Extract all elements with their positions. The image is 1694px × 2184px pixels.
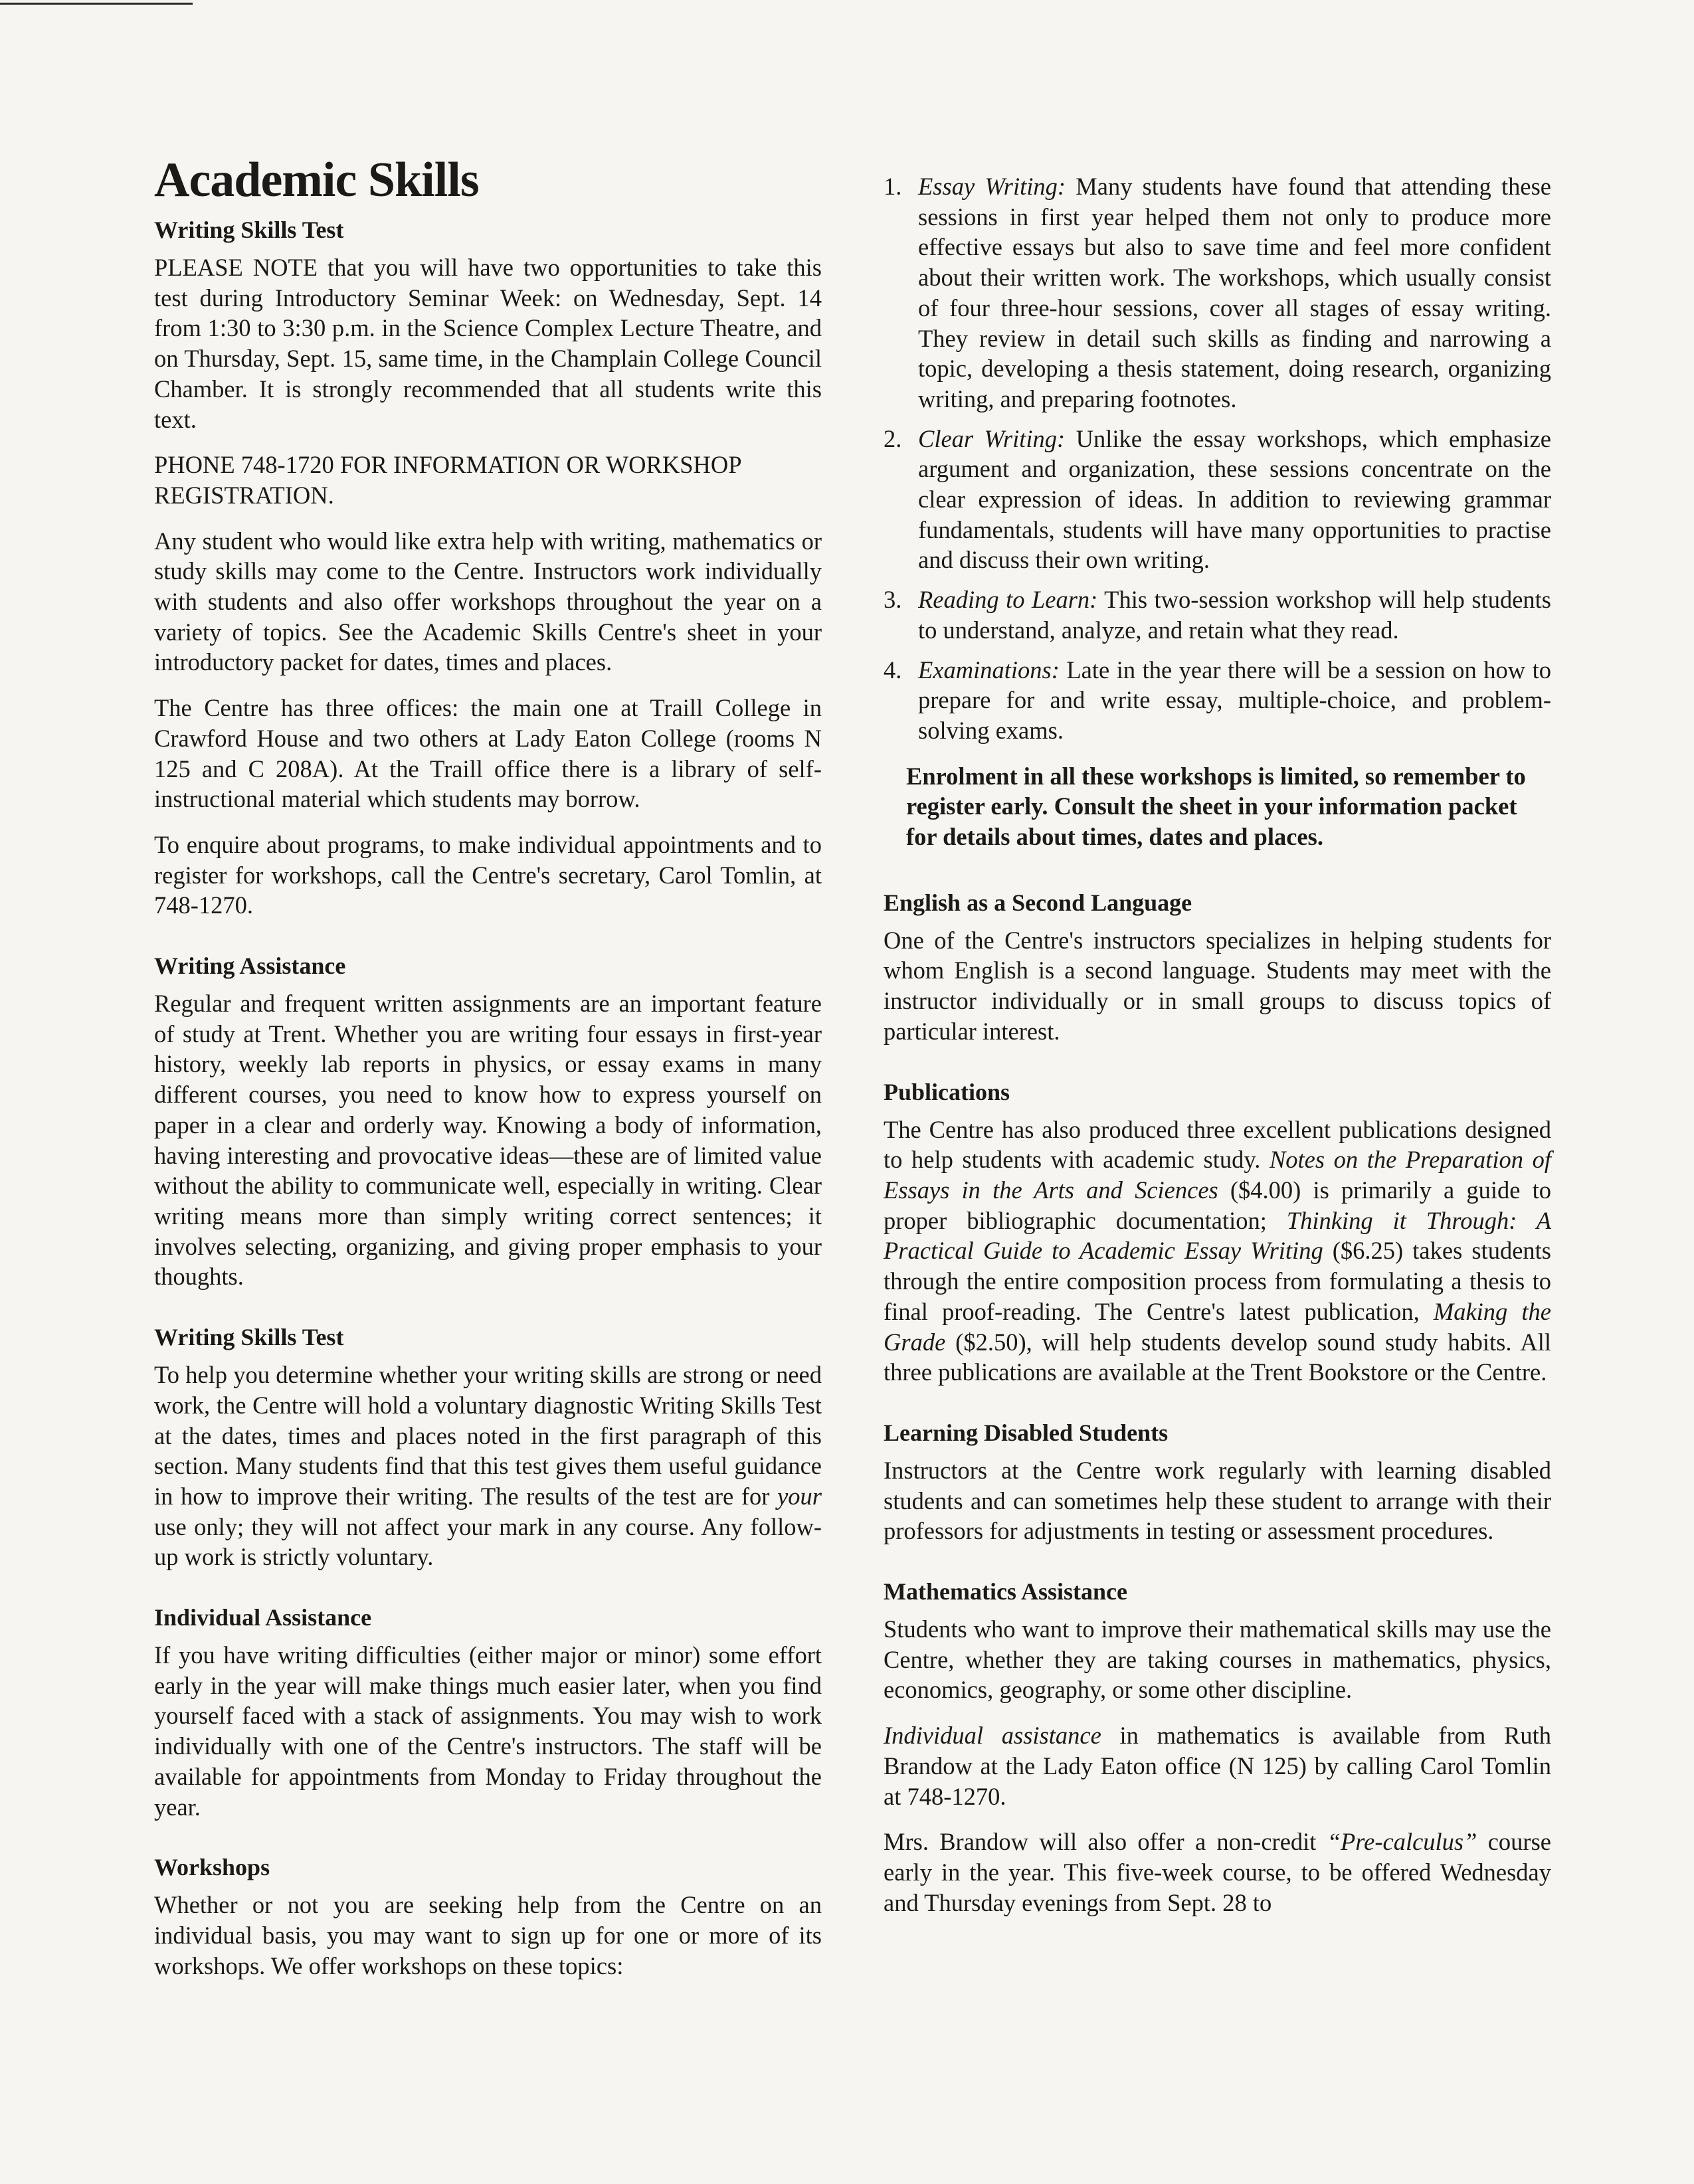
list-item <box>884 171 1551 414</box>
paragraph: The Centre has three offices: the main one at Traill College in Crawford House and two others at Lady Eaton College (rooms N 125 and C 208A). At the Traill office there is a library of self-instructional material which students may borrow. <box>154 694 822 813</box>
paragraph: Regular and frequent written assignments are an important feature of study at Trent. Whether you are writing four essays in first-year history, weekly lab reports in physics, or essay exams in many different courses, you need to know how to express yourself on paper in a clear and orderly way. Knowing a body of information, having interesting and provocative ideas—these are of limited value without the ability to communicate well, especially in writing. Clear writing means more than simply writing correct sentences; it involves selecting, organizing, and giving proper emphasis to your thoughts. <box>154 990 822 1291</box>
paragraph: Whether or not you are seeking help from the Centre on an individual basis, you may want to sign up for one or more of its workshops. We offer workshops on these topics: <box>154 1891 822 1979</box>
section-heading-individual-assistance: Individual Assistance <box>154 1604 372 1631</box>
paragraph <box>884 1115 1551 1388</box>
section-heading-esl: English as a Second Language <box>884 889 1192 916</box>
paragraph <box>884 1827 1551 1918</box>
list-item <box>884 424 1551 576</box>
paragraph: If you have writing difficulties (either major or minor) some effort early in the year will make things much easier later, when you find yourself faced with a stack of assignments. You may wish to work individually with one of the Centre's instructors. The staff will be available for appointments from Monday to Friday throughout the year. <box>154 1641 822 1821</box>
list-item-title: Clear Writing: <box>918 424 1066 452</box>
enrolment-note: Enrolment in all these workshops is limited, so remember to register early. Consult the sheet in your information packet for details about times, dates and places. <box>906 762 1526 851</box>
text-run: course early in the year. This five-week course, to be offered Wednesday and Thursday evenings from Sept. 28 to <box>884 1828 1551 1916</box>
emphasis: your <box>777 1482 822 1510</box>
publication-title: Making the Grade <box>884 1297 1552 1356</box>
emphasis: “Pre-calculus” <box>1327 1828 1477 1856</box>
text-run: Mrs. Brandow will also offer a non-credit <box>884 1828 1327 1856</box>
emphasis: Individual assistance <box>884 1722 1101 1750</box>
paragraph <box>154 1360 822 1572</box>
list-item-title: Examinations: <box>918 656 1060 683</box>
list-item <box>884 655 1551 746</box>
paragraph: PHONE 748-1720 FOR INFORMATION OR WORKSHOP REGISTRATION. <box>154 451 741 509</box>
list-item-title: Essay Writing: <box>918 173 1066 200</box>
paragraph: PLEASE NOTE that you will have two opportunities to take this test during Introductory Seminar Week: on Wednesday, Sept. 14 from 1:30 to 3:30 p.m. in the Science Complex Lecture Theatre, and on Thursday, Sept. 15, same time, in the Champlain College Council Chamber. It is strongly recommended that all students write this text. <box>154 254 822 433</box>
list-item-text: Many students have found that attending these sessions in first year helped them not only to produce more effective essays but also to save time and feel more confident about their written work. The workshops, which usually consist of four three-hour sessions, cover all stages of essay writing. They review in detail such skills as finding and narrowing a topic, developing a thesis statement, doing research, organizing writing, and preparing footnotes. <box>918 173 1552 412</box>
section-heading-workshops: Workshops <box>154 1854 270 1881</box>
text-run: The Centre has also produced three excellent publications designed to help students with academic study. <box>884 1115 1551 1174</box>
page-title: Academic Skills <box>154 153 479 207</box>
list-item-text: This two-session workshop will help students to understand, analyze, and retain what they read. <box>918 586 1552 644</box>
section-heading-learning-disabled: Learning Disabled Students <box>884 1419 1169 1446</box>
text-run: ($2.50), will help students develop sound study habits. All three publications are available at the Trent Bookstore or the Centre. <box>884 1328 1551 1386</box>
section-heading-writing-assistance: Writing Assistance <box>154 953 346 980</box>
section-heading-publications: Publications <box>884 1078 1010 1105</box>
list-item-title: Reading to Learn: <box>918 586 1098 614</box>
paragraph: Any student who would like extra help with writing, mathematics or study skills may come to the Centre. Instructors work individually with students and also offer workshops throughout the year on a variety of topics. See the Academic Skills Centre's sheet in your introductory packet for dates, times and places. <box>154 527 822 676</box>
publication-title: Notes on the Preparation of Essays in the Arts and Sciences <box>884 1146 1551 1204</box>
text-run: To help you determine whether your writing skills are strong or need work, the Centre will hold a voluntary diagnostic Writing Skills Test at the dates, times and places noted in the first paragraph of this section. Many students find that this test gives them useful guidance in how to improve their writing. The results of the test are for <box>154 1361 822 1510</box>
left-column <box>154 151 822 1996</box>
list-number: 4. <box>884 656 902 683</box>
section-heading-writing-skills-test-intro: Writing Skills Test <box>154 217 344 243</box>
publication-title: Thinking it Through: A Practical Guide to Academic Essay Writing <box>884 1206 1551 1265</box>
list-item-text: Late in the year there will be a session on how to prepare for and write essay, multiple-choice, and problem-solving exams. <box>918 656 1551 744</box>
list-item <box>884 585 1551 645</box>
paragraph: To enquire about programs, to make individual appointments and to register for workshops, call the Centre's secretary, Carol Tomlin, at 748-1270. <box>154 830 822 919</box>
list-number: 2. <box>884 424 902 452</box>
paragraph: Students who want to improve their mathematical skills may use the Centre, whether they are taking courses in mathematics, physics, economics, geography, or some other discipline. <box>884 1615 1551 1704</box>
workshop-list <box>884 171 1551 746</box>
top-rule <box>0 3 193 5</box>
list-number: 1. <box>884 173 902 200</box>
section-heading-writing-skills-test: Writing Skills Test <box>154 1324 344 1351</box>
paragraph <box>884 1720 1551 1811</box>
text-run: ($4.00) is primarily a guide to proper bibliographic documentation; <box>884 1176 1551 1234</box>
text-run: ($6.25) takes students through the entire composition process from formulating a thesis to final proof-reading. The Centre's latest publication, <box>884 1237 1551 1325</box>
paragraph: One of the Centre's instructors specializes in helping students for whom English is a second language. Students may meet with the instructor individually or in small groups to discuss topics of particular interest. <box>884 926 1551 1045</box>
right-column <box>884 171 1551 1933</box>
text-run: in mathematics is available from Ruth Brandow at the Lady Eaton office (N 125) by calling Carol Tomlin at 748-1270. <box>884 1722 1551 1810</box>
list-number: 3. <box>884 586 902 614</box>
paragraph: Instructors at the Centre work regularly with learning disabled students and can sometimes help these student to arrange with their professors for adjustments in testing or assessment procedures. <box>884 1456 1551 1545</box>
section-heading-mathematics: Mathematics Assistance <box>884 1578 1127 1605</box>
list-item-text: Unlike the essay workshops, which emphasize argument and organization, these sessions concentrate on the clear expression of ideas. In addition to reviewing grammar fundamentals, students will have many opportunities to practise and discuss their own writing. <box>918 424 1551 574</box>
text-run: use only; they will not affect your mark in any course. Any follow-up work is strictly voluntary. <box>154 1512 822 1571</box>
